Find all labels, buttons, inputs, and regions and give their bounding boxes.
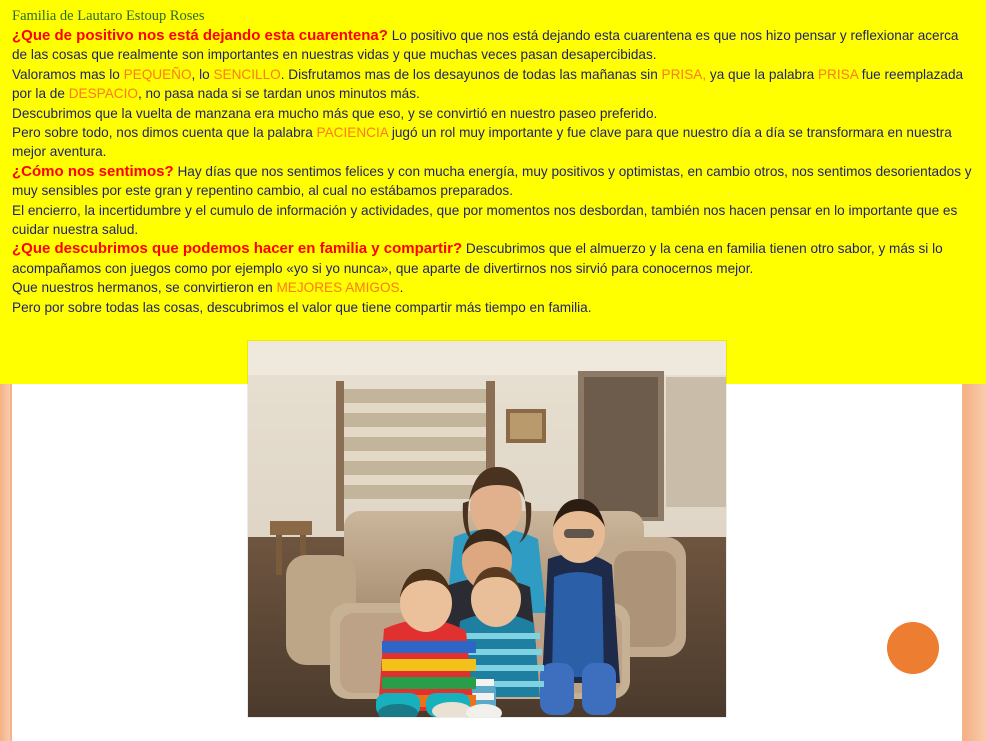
paragraph-6 xyxy=(12,278,974,297)
paragraph-6-part-a: Que nuestros hermanos, se convirtieron en xyxy=(12,280,277,296)
right-edge-strip xyxy=(964,384,986,741)
question-1: ¿Que de positivo nos está dejando esta cuarentena? xyxy=(12,27,388,44)
question-3: ¿Que descubrimos que podemos hacer en familia y compartir? xyxy=(12,240,463,258)
orange-circle-decoration xyxy=(887,622,939,674)
paragraph-5: El encierro, la incertidumbre y el cumulo de información y actividades, que por momentos nos desbordan, también nos hacen pensar en lo importante que es cuidar nuestra salud. xyxy=(12,202,958,238)
paragraph-2-part-d: ya que la palabra xyxy=(706,66,818,82)
question-1-block xyxy=(12,26,974,65)
paragraph-2 xyxy=(12,65,974,104)
question-2-block xyxy=(12,162,974,201)
left-edge-strip xyxy=(0,384,10,741)
highlight-pequeno: PEQUEÑO xyxy=(123,66,192,82)
paragraph-2-part-f: , no pasa nada si se tardan unos minutos más. xyxy=(137,86,420,102)
paragraph-2-part-e: fue reemplazada por la de xyxy=(12,66,964,102)
paragraph-6-part-b: . xyxy=(399,280,404,296)
paragraph-2-part-a: Valoramos mas lo xyxy=(12,66,124,82)
highlight-prisa-1: PRISA, xyxy=(661,66,707,82)
paragraph-2-part-c: . Disfrutamos mas de los desayunos de todas las mañanas sin xyxy=(280,66,662,82)
question-1-answer: Lo positivo que nos está dejando esta cuarentena es que nos hizo pensar y reflexionar acerca de las cosas que realmente son importantes en nuestras vidas y que muchas veces pasan desapercibidas. xyxy=(12,28,959,63)
highlight-mejores-amigos: MEJORES AMIGOS xyxy=(276,280,400,296)
highlight-prisa-2: PRISA xyxy=(817,66,859,82)
paragraph-2-part-b: , lo xyxy=(191,66,214,82)
highlight-despacio: DESPACIO xyxy=(68,86,138,102)
left-divider-rule xyxy=(10,384,12,741)
question-3-answer: Descubrimos que el almuerzo y la cena en familia tienen otro sabor, y más si lo acompañamos con juegos como por ejemplo «yo si yo nunca», que aparte de divertirnos nos sirvió para conocernos mejor. xyxy=(12,241,943,276)
paragraph-4 xyxy=(12,123,974,162)
question-2: ¿Cómo nos sentimos? xyxy=(12,162,174,180)
question-3-block xyxy=(12,239,974,278)
paragraph-4-part-a: Pero sobre todo, nos dimos cuenta que la palabra xyxy=(12,125,317,141)
paragraph-4-part-b: jugó un rol muy importante y fue clave para que nuestro día a día se transformara en nuestra mejor aventura. xyxy=(12,125,952,160)
family-photo xyxy=(248,341,726,717)
family-title: Familia de Lautaro Estoup Roses xyxy=(12,8,205,24)
paragraph-7: Pero por sobre todas las cosas, descubrimos el valor que tiene compartir más tiempo en familia. xyxy=(12,299,592,315)
paragraph-3: Descubrimos que la vuelta de manzana era mucho más que eso, y se convirtió en nuestro paseo preferido. xyxy=(12,105,658,121)
highlight-sencillo: SENCILLO xyxy=(213,66,281,82)
highlight-paciencia: PACIENCIA xyxy=(316,125,389,141)
question-2-answer: Hay días que nos sentimos felices y con mucha energía, muy positivos y optimistas, en cambio otros, nos sentimos desorientados y muy sensibles por este gran y repentino cambio, al cual no estábamos preparados. xyxy=(12,163,972,199)
